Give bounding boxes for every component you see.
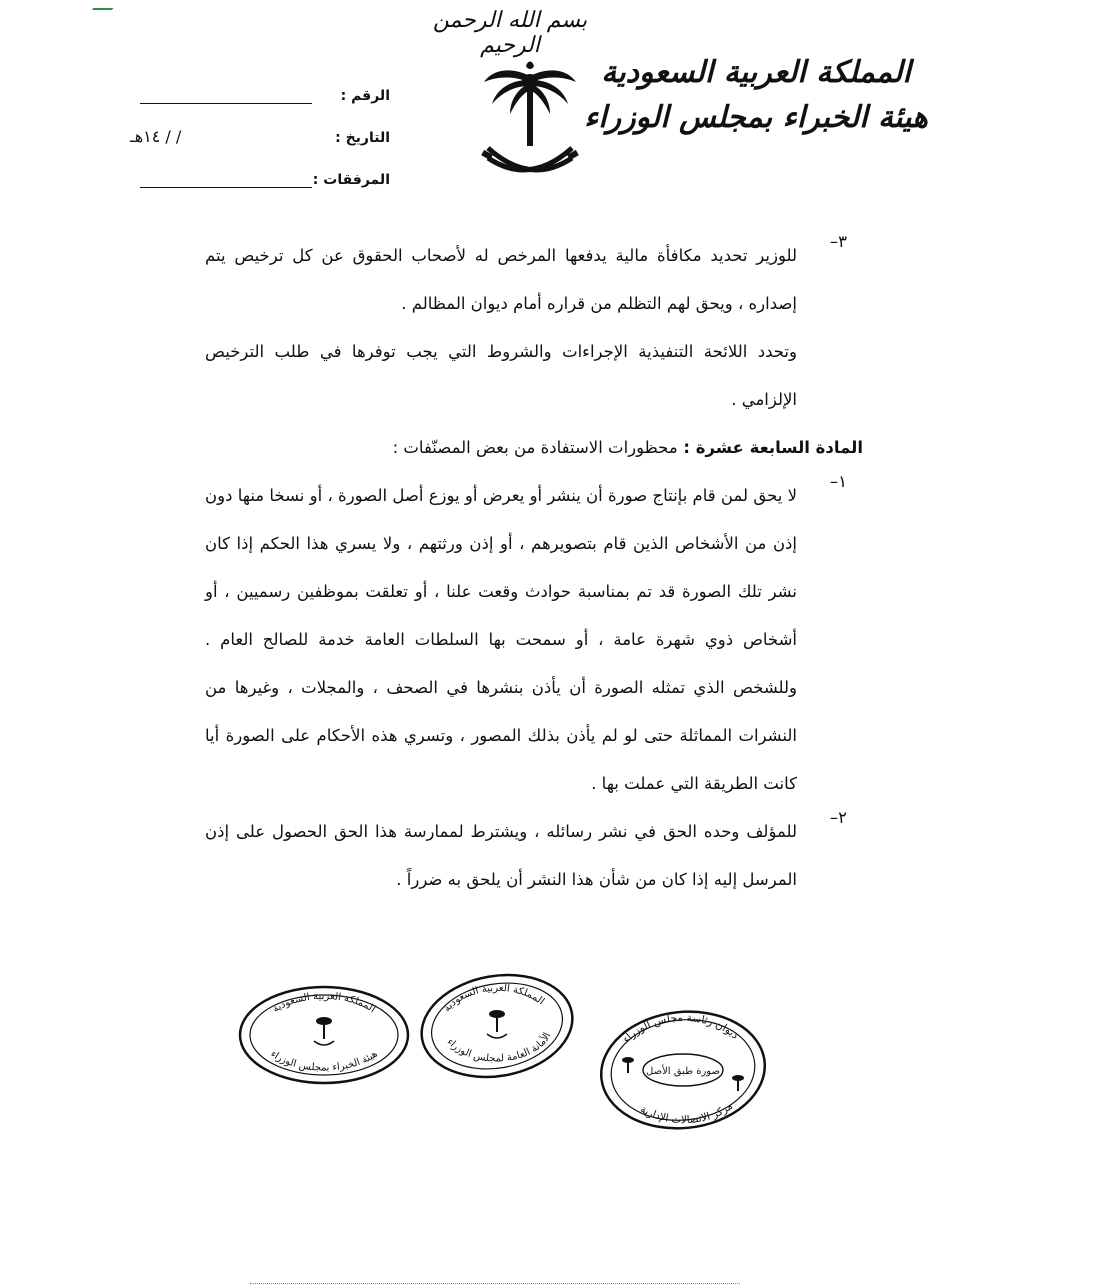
seal-right-center-text: صورة طبق الأصل [646, 1066, 720, 1077]
item-3-text: للوزير تحديد مكافأة مالية يدفعها المرخص له لأصحاب الحقوق عن كل ترخيص يتم إصداره ، ويحق لهم التظلم من قراره أمام ديوان المظالم . [205, 246, 797, 313]
article-subject: محظورات الاستفادة من بعض المصنّفات : [392, 438, 678, 457]
corner-mark [92, 0, 120, 10]
organization-header [584, 55, 928, 135]
seal-right-top-text: ديوان رئاسة مجلس الوزراء [620, 1011, 741, 1046]
article-heading [205, 424, 863, 472]
basmala: بسم الله الرحمن الرحيم [432, 8, 588, 58]
ref-label: الرقم : [340, 88, 390, 104]
seal-left-top-text: المملكة العربية السعودية [270, 990, 378, 1015]
seal-left-palm-icon [314, 1017, 334, 1045]
document-body [205, 232, 863, 904]
kingdom-name: المملكة العربية السعودية [601, 55, 911, 90]
date-row [130, 104, 390, 146]
item-3 [205, 232, 855, 328]
seal-middle-top-text: المملكة العربية السعودية [441, 982, 547, 1015]
seal-middle-palm-icon [487, 1010, 507, 1038]
seal-experts-commission [238, 985, 410, 1085]
attachments-line [140, 177, 312, 188]
item-3-regulation: وتحدد اللائحة التنفيذية الإجراءات والشروط التي يجب توفرها في طلب الترخيص الإلزامي . [205, 342, 797, 409]
seal-left-bottom-text: هيئة الخبراء بمجلس الوزراء [268, 1048, 380, 1074]
svg-text:مركز الاتصالات الإدارية [638, 1100, 735, 1126]
ref-line [140, 93, 312, 104]
item-1-number: ١– [829, 472, 847, 491]
seal-council-presidency [598, 1008, 768, 1132]
date-label: التاريخ : [335, 130, 390, 146]
palm-swords-emblem-icon [470, 58, 590, 188]
svg-text:هيئة الخبراء بمجلس الوزراء [268, 1049, 379, 1074]
item-2 [205, 808, 855, 904]
svg-text:الأمانة العامة لمجلس الوزراء [444, 1031, 553, 1064]
reference-block [130, 62, 390, 188]
svg-text:المملكة العربية السعودية [271, 991, 378, 1015]
attachments-row [130, 146, 390, 188]
footer-line [250, 1283, 740, 1284]
seal-middle-bottom-text: الأمانة العامة لمجلس الوزراء [444, 1031, 554, 1065]
item-3-number: ٣– [829, 232, 847, 251]
authority-name: هيئة الخبراء بمجلس الوزراء [584, 100, 928, 135]
attachments-label: المرفقات : [312, 172, 390, 188]
item-2-number: ٢– [829, 808, 847, 827]
item-2-text: للمؤلف وحده الحق في نشر رسائله ، ويشترط لممارسة هذا الحق الحصول على إذن المرسل إليه إذا كان من شأن هذا النشر أن يلحق به ضرراً . [205, 822, 797, 889]
ref-row [130, 62, 390, 104]
item-1 [205, 472, 855, 808]
article-title: المادة السابعة عشرة : [683, 438, 863, 457]
item-1-text: لا يحق لمن قام بإنتاج صورة أن ينشر أو يعرض أو يوزع أصل الصورة ، أو نسخا منها دون إذن من الأشخاص الذين قام بتصويرهم ، أو إذن ورثتهم ، ولا يسري هذا الحكم إذا كان نشر تلك الصورة قد تم بمناسبة حوادث وقعت علنا ، أو تعلقت بموظفين رسميين ، أو أشخاص ذوي شهرة عامة ، أو سمحت بها السلطات العامة خدمة للصالح العام . وللشخص الذي تمثله الصورة أن يأذن بنشرها في الصحف ، والمجلات ، وغيرها من النشرات المماثلة حتى لو لم يأذن بذلك المصور ، وتسري هذه الأحكام على الصورة أيا كانت الطريقة التي عملت بها . [205, 486, 797, 793]
seal-right-bottom-text: مركز الاتصالات الإدارية [638, 1100, 736, 1127]
date-value: / / ١٤هـ [130, 127, 182, 146]
seal-general-secretariat [418, 972, 576, 1080]
